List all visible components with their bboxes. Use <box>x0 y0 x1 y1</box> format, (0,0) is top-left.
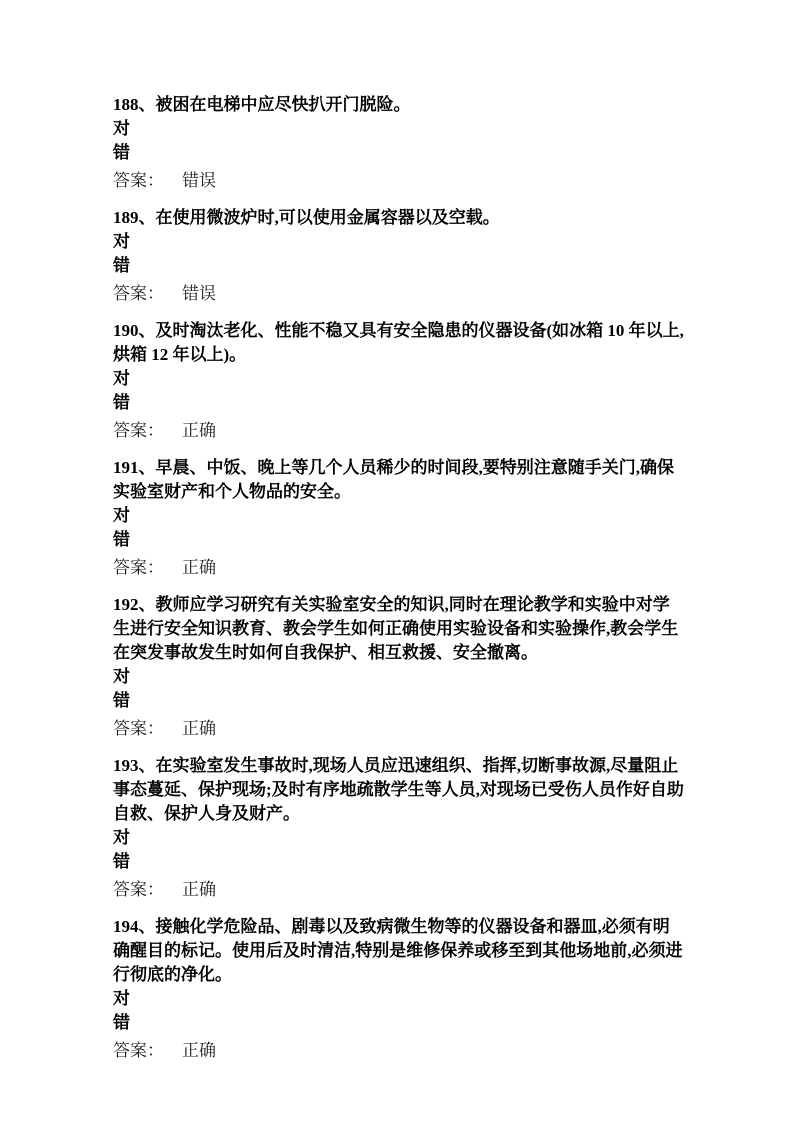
answer-value: 错误 <box>182 284 216 303</box>
option-true[interactable]: 对 <box>113 119 130 138</box>
question-body: 教师应学习研究有关实验室安全的知识,同时在理论教学和实验中对学生进行安全知识教育、教会学生如何正确使用实验设备和实验操作,教会学生在突发事故发生时如何自我保护、相互救援、安全撤离。 <box>113 595 679 662</box>
question-text <box>113 593 685 665</box>
answer-value: 正确 <box>182 421 216 440</box>
option-true[interactable]: 对 <box>113 667 130 686</box>
question-number: 190 <box>113 321 139 340</box>
answer-value: 正确 <box>182 880 216 899</box>
question-number-separator: 、 <box>138 595 156 614</box>
question-number: 188 <box>113 95 139 114</box>
answer-label: 答案： <box>113 284 164 303</box>
question-body: 早晨、中饭、晚上等几个人员稀少的时间段,要特别注意随手关门,确保实验室财产和个人物品的安全。 <box>113 458 674 501</box>
question-body: 被困在电梯中应尽快扒开门脱险。 <box>155 95 411 114</box>
question-block <box>113 754 685 902</box>
question-block <box>113 456 685 580</box>
option-false[interactable]: 错 <box>113 1013 130 1032</box>
answer-value: 正确 <box>182 558 216 577</box>
answer-line <box>113 419 685 443</box>
question-number-separator: 、 <box>138 208 156 227</box>
question-number: 189 <box>113 208 139 227</box>
question-body: 接触化学危险品、剧毒以及致病微生物等的仪器设备和器皿,必须有明确醒目的标记。使用后及时清洁,特别是维修保养或移至到其他场地前,必须进行彻底的净化。 <box>113 917 683 984</box>
answer-label: 答案： <box>113 421 164 440</box>
question-number-separator: 、 <box>138 321 156 340</box>
question-number-separator: 、 <box>138 756 156 775</box>
answer-label: 答案： <box>113 171 164 190</box>
option-false[interactable]: 错 <box>113 256 130 275</box>
question-text <box>113 206 685 230</box>
question-block <box>113 206 685 306</box>
answer-line <box>113 556 685 580</box>
question-body: 在使用微波炉时,可以使用金属容器以及空载。 <box>155 208 500 227</box>
option-true[interactable]: 对 <box>113 506 130 525</box>
question-text <box>113 754 685 826</box>
question-number-separator: 、 <box>138 95 156 114</box>
option-false[interactable]: 错 <box>113 143 130 162</box>
option-true[interactable]: 对 <box>113 369 130 388</box>
question-number-separator: 、 <box>138 458 156 477</box>
answer-line <box>113 282 685 306</box>
answer-line <box>113 878 685 902</box>
option-false[interactable]: 错 <box>113 530 130 549</box>
answer-label: 答案： <box>113 1041 164 1060</box>
question-text <box>113 93 685 117</box>
option-false[interactable]: 错 <box>113 691 130 710</box>
question-block <box>113 593 685 741</box>
option-false[interactable]: 错 <box>113 852 130 871</box>
question-text <box>113 456 685 504</box>
question-list <box>113 93 685 1063</box>
question-block <box>113 93 685 193</box>
option-true[interactable]: 对 <box>113 828 130 847</box>
option-true[interactable]: 对 <box>113 232 130 251</box>
answer-label: 答案： <box>113 719 164 738</box>
answer-line <box>113 717 685 741</box>
answer-line <box>113 169 685 193</box>
answer-label: 答案： <box>113 880 164 899</box>
answer-value: 正确 <box>182 1041 216 1060</box>
answer-label: 答案： <box>113 558 164 577</box>
question-body: 在实验室发生事故时,现场人员应迅速组织、指挥,切断事故源,尽量阻止事态蔓延、保护现场;及时有序地疏散学生等人员,对现场已受伤人员作好自助自救、保护人身及财产。 <box>113 756 684 823</box>
option-false[interactable]: 错 <box>113 393 130 412</box>
question-number: 194 <box>113 917 139 936</box>
question-number-separator: 、 <box>138 917 156 936</box>
answer-value: 正确 <box>182 719 216 738</box>
question-block <box>113 319 685 443</box>
option-true[interactable]: 对 <box>113 989 130 1008</box>
question-block <box>113 915 685 1063</box>
answer-value: 错误 <box>182 171 216 190</box>
question-body: 及时淘汰老化、性能不稳又具有安全隐患的仪器设备(如冰箱 10 年以上,烘箱 12 年以上)。 <box>113 321 684 364</box>
answer-line <box>113 1039 685 1063</box>
question-number: 192 <box>113 595 139 614</box>
question-number: 193 <box>113 756 139 775</box>
question-text <box>113 915 685 987</box>
question-number: 191 <box>113 458 139 477</box>
question-text <box>113 319 685 367</box>
